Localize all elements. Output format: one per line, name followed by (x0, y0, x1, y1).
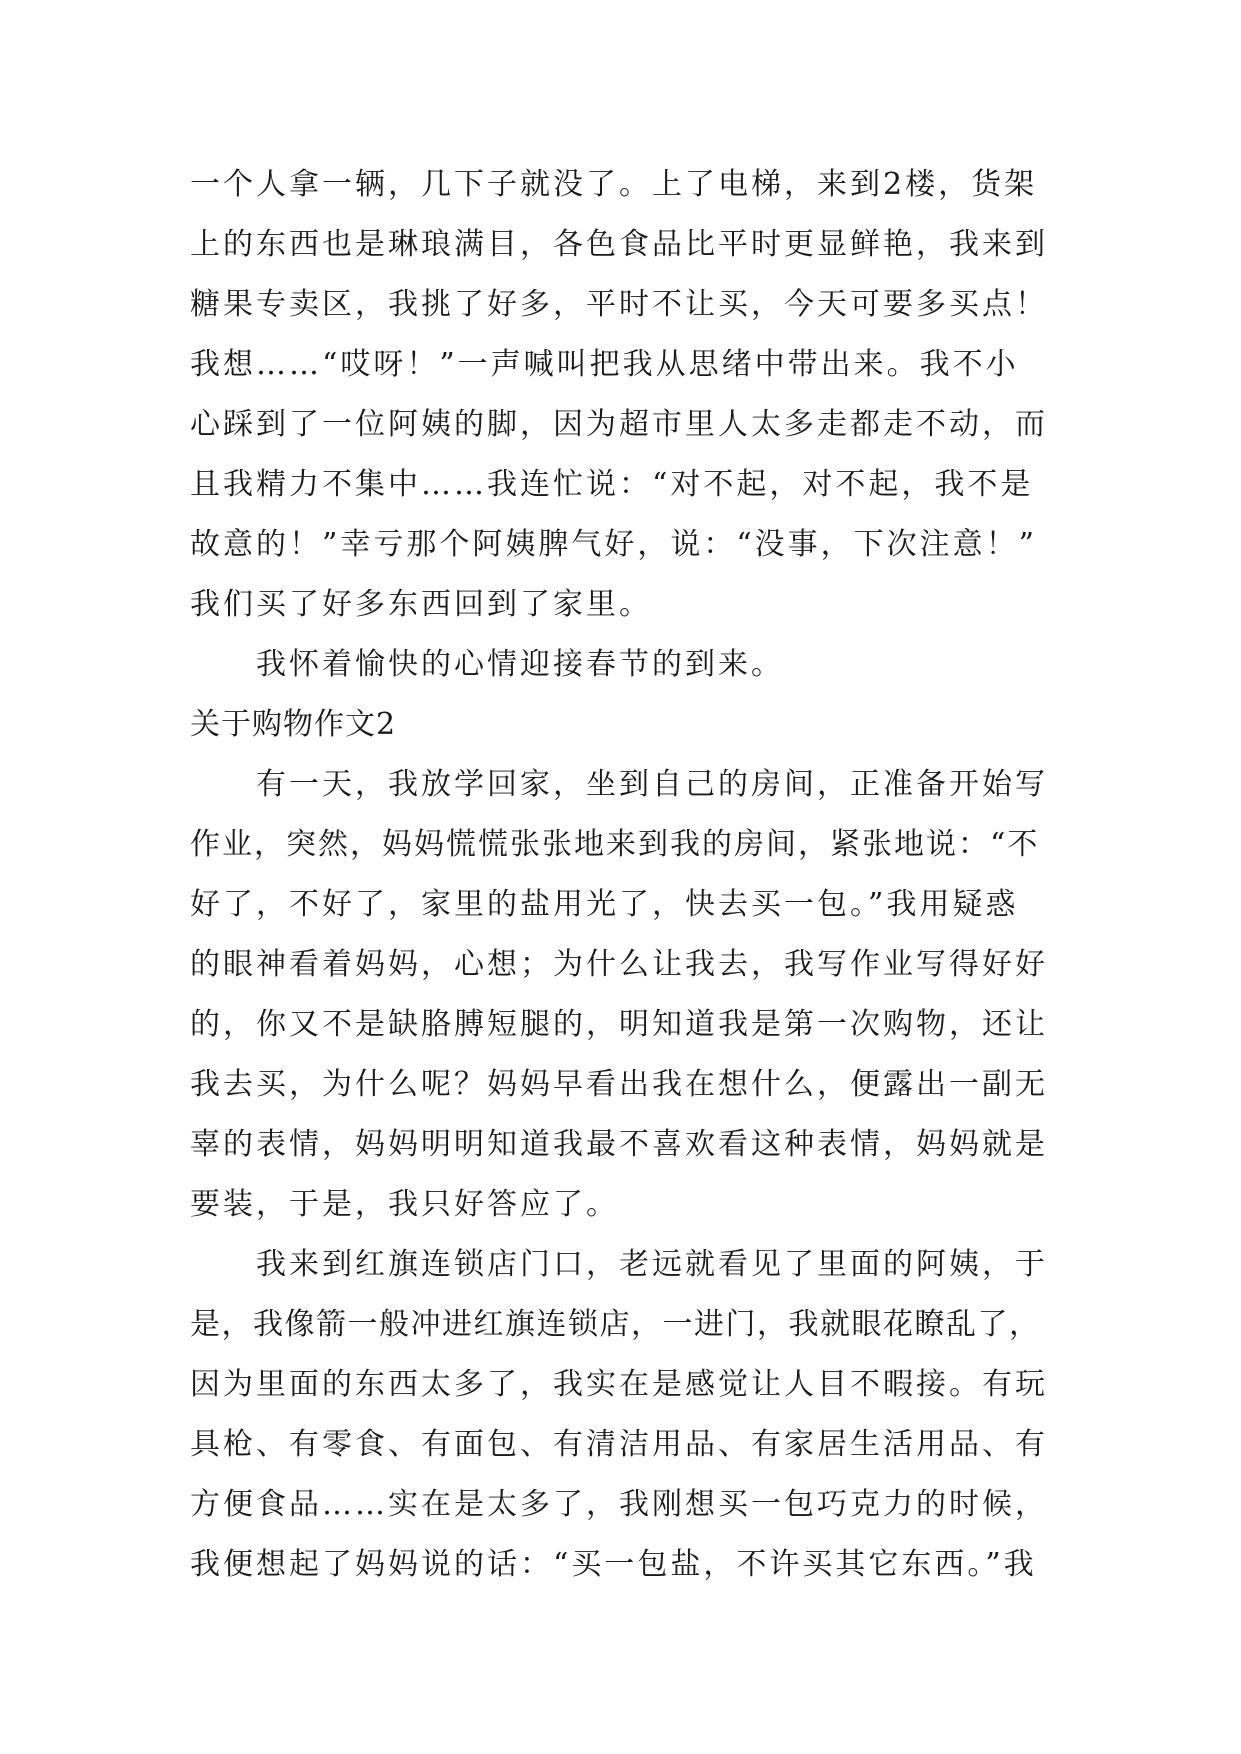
section-heading: 关于购物作文2 (190, 707, 397, 742)
text-line: 糖果专卖区，我挑了好多，平时不让买，今天可要多买点！ (190, 287, 1048, 322)
text-line: 我怀着愉快的心情迎接春节的到来。 (256, 647, 784, 682)
text-line: 上的东西也是琳琅满目，各色食品比平时更显鲜艳，我来到 (190, 227, 1048, 262)
text-line: 我去买，为什么呢？妈妈早看出我在想什么，便露出一副无 (190, 1067, 1048, 1102)
essay-body (190, 155, 1050, 1595)
text-line: 我们买了好多东西回到了家里。 (190, 587, 652, 622)
text-line: 是，我像箭一般冲进红旗连锁店，一进门，我就眼花瞭乱了， (190, 1307, 1041, 1342)
text-line: 心踩到了一位阿姨的脚，因为超市里人太多走都走不动，而 (190, 407, 1048, 442)
text-line: 的眼神看着妈妈，心想；为什么让我去，我写作业写得好好 (190, 947, 1048, 982)
text-line: 有一天，我放学回家，坐到自己的房间，正准备开始写 (256, 767, 1048, 802)
text-line: 好了，不好了，家里的盐用光了，快去买一包。”我用疑惑 (190, 887, 1019, 922)
text-line: 且我精力不集中……我连忙说：“对不起，对不起，我不是 (190, 467, 1034, 502)
text-line: 一个人拿一辆，几下子就没了。上了电梯，来到2楼，货架 (190, 167, 1038, 202)
text-line: 我来到红旗连锁店门口，老远就看见了里面的阿姨，于 (256, 1247, 1048, 1282)
text-line: 方便食品……实在是太多了，我刚想买一包巧克力的时候， (190, 1487, 1048, 1522)
text-line: 作业，突然，妈妈慌慌张张地来到我的房间，紧张地说：“不 (190, 827, 1040, 862)
text-line: 我想……“哎呀！”一声喊叫把我从思绪中带出来。我不小 (190, 347, 1019, 382)
text-line: 具枪、有零食、有面包、有清洁用品、有家居生活用品、有 (190, 1427, 1048, 1462)
text-line: 因为里面的东西太多了，我实在是感觉让人目不暇接。有玩 (190, 1367, 1048, 1402)
text-line: 故意的！”幸亏那个阿姨脾气好，说：“没事，下次注意！” (190, 527, 1038, 562)
text-line: 辜的表情，妈妈明明知道我最不喜欢看这种表情，妈妈就是 (190, 1127, 1048, 1162)
text-line: 要装，于是，我只好答应了。 (190, 1187, 619, 1222)
text-line: 我便想起了妈妈说的话：“买一包盐，不许买其它东西。”我 (190, 1547, 1037, 1582)
text-line: 的，你又不是缺胳膊短腿的，明知道我是第一次购物，还让 (190, 1007, 1048, 1042)
